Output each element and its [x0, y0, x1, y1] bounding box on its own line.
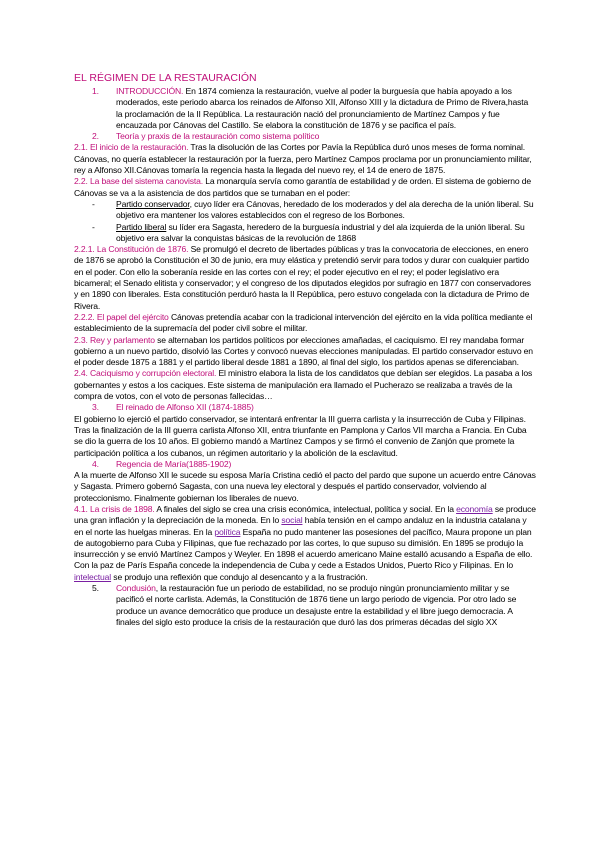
section-heading: El reinado de Alfonso XII (1874-1885) [116, 402, 254, 413]
section-number: 5. [92, 583, 99, 594]
list-item [92, 199, 536, 222]
paragraph-2-4 [74, 368, 536, 402]
paragraph-2-3 [74, 335, 536, 369]
topic-intelectual: intelectual [74, 571, 112, 582]
section-heading: Teoría y praxis de la restauración como sistema político [116, 131, 320, 142]
section-number: 2. [92, 131, 99, 142]
section-heading: INTRODUCCIÓN. [116, 86, 184, 96]
paragraph-text: El ministro elabora la lista de los candidatos que debían ser elegidos. La pasaba a los gobernantes y estos a los caciques. Este sistema de manipulación era llamado el Pucherazo se realizaba a través de la compra de votos, con el voto de personas fallecidas… [74, 368, 533, 402]
paragraph-text: A finales del siglo se crea una crisis económica, intelectual, política y social. En la [154, 503, 457, 514]
paragraph-text: se alternaban los partidos políticos por elecciones amañadas, el caciquismo. El rey mandaba formar gobierno a un nuevo partido, disolvió las Cortes y convocó nuevas elecciones manipuladas. El partido conservador estuvo en el poder desde 1875 a 1881 y el partido liberal desde 1881 a 1890, al final del siglo, los partidos apenas se diferenciaban. [74, 334, 533, 368]
section-number: 3. [92, 402, 99, 413]
list-item-text: su líder era Sagasta, heredero de la burguesía industrial y del ala izquierda de la unión liberal. Su objetivo era salvar la conquistas básicas de la revolución de 1868 [116, 221, 525, 243]
paragraph-2-2-1 [74, 244, 536, 312]
paragraph-heading: 2.2. La base del sistema canovista. [74, 176, 203, 187]
document-title: EL RÉGIMEN DE LA RESTAURACIÓN [74, 72, 257, 84]
section-text: , la restauración fue un periodo de estabilidad, no se produjo ningún pronunciamiento militar y se pacificó el norte carlista. Además, la Constitución de 1876 tiene un largo periodo de vigencia. Por otro lado se produce un avance democrático que produce un desajuste entre la estabilidad y el libre juego democracia. A finales del siglo esto produce la crisis de la restauración que duró las dos primeras décadas del siglo XX [116, 583, 517, 627]
paragraph-text: La monarquía servía como garantía de estabilidad y de orden. El sistema de gobierno de Cánovas se va a la asistencia de dos partidos que se turnaban en el poder: [74, 176, 532, 198]
paragraph-3: El gobierno lo ejerció el partido conservador, se intentará enfrentar la III guerra carlista y la insurrección de Cuba y Filipinas. Tras la finalización de la III guerra carlista Alfonso XII, entra triunfante en Pamplona y Carlos VII marcha a Francia. En Cuba se dio la guerra de los 10 años. El gobierno mandó a Martínez Campos y se firmó el convenio de Zanjón que promete la participación política a los cubanos, un régimen autoritario y la abolición de la esclavitud. [74, 413, 527, 458]
paragraph-text: España no pudo mantener las posesiones del pacífico, Maura propone un plan de autogobierno para Cuba y Filipinas, que fue rechazado por las cortes, lo que supuso su dimisión. En 1895 se produjo la insurrección y se envió Martínez Campos y Weyler. En 1898 el acuerdo americano Maine estalló acusando a España de ello. Con la paz de París España concede la independencia de Cuba y cede a Estados Unidos, Puerto Rico y Filipinas. En lo [74, 526, 533, 571]
section-heading: Regencia de María(1885-1902) [116, 458, 232, 469]
topic-politica: política [214, 526, 241, 537]
paragraph-text: Se promulgó el decreto de libertades públicas y tras la convocatoria de elecciones, en enero de 1876 se aprobó la Constitución el 30 de junio, era muy elástica y pretendió servir para todos y durar con cualquier partido en el poder. Con ello la soberanía reside en las cortes con el rey; el poder ejecutivo en el rey; el poder legislativo era bicameral; el Senado elitista y conservador; y el congreso de los diputados elegidos por sufragio en 1877 con conservadores y en 1890 con liberales. Esta constitución perduró hasta la II República, pero estuvo congelada con la dictadura de Primo de Rivera. [74, 244, 531, 311]
topic-social: social [281, 515, 303, 526]
paragraph-text: Cánovas pretendía acabar con la tradicional intervención del ejército en la vida política mediante el establecimiento de la supremacía del poder civil sobre el militar. [74, 311, 533, 334]
section-4 [92, 459, 536, 470]
paragraph-text: se produce una gran inflación y la depreciación de la moneda. En lo [74, 503, 536, 526]
paragraph-heading: 4.1. La crisis de 1898. [74, 503, 155, 514]
paragraph-4-1 [74, 504, 536, 583]
paragraph-text: se produjo una reflexión que condujo al desencanto y a la frustración. [111, 571, 368, 582]
bullet-dash: - [92, 198, 95, 209]
paragraph-2-2-2 [74, 312, 536, 335]
paragraph-text: Tras la disolución de las Cortes por Pavía la República duró unos meses de forma nominal. Cánovas, no quería establecer la restauración por la fuerza, pero Martínez Campos proclama por un pronunciamiento militar, rey a Alfonso XII.Cánovas tomaría la regencia hasta la llegada del nuevo rey, el 14 de enero de 1875. [74, 142, 532, 176]
section-5 [92, 583, 536, 628]
section-number: 1. [92, 86, 99, 96]
party-name: Partido liberal [116, 221, 167, 232]
list-item [92, 222, 536, 245]
list-item-text: , cuyo líder era Cánovas, heredado de los moderados y del ala derecha de la unión liberal. Su objetivo era mantener los valores establecidos con el regreso de los Borbones. [116, 198, 534, 221]
document-page [74, 72, 536, 628]
section-text: En 1874 comienza la restauración, vuelve al poder la burguesía que había apoyado a los moderados, este periodo abarca los reinados de Alfonso XII, Alfonso XIII y la dictadura de Primo de Rivera,hasta la proclamación de la II República. La restauración nació del pronunciamiento de Martínez Campos y fue encauzada por Cánovas del Castillo. Se elabora la constitución de 1876 y se pacifica el país. [116, 86, 529, 130]
section-heading: Condusión [116, 583, 156, 594]
paragraph-heading: 2.3. Rey y parlamento [74, 334, 155, 345]
topic-economia: economía [456, 503, 493, 514]
paragraph-2-2 [74, 176, 536, 199]
bullet-dash: - [92, 221, 95, 232]
paragraph-heading: 2.2.1. La Constitución de 1876. [74, 244, 189, 255]
paragraph-heading: 2.1. El inicio de la restauración. [74, 142, 189, 153]
paragraph-4: A la muerte de Alfonso XII le sucede su esposa María Cristina cedió el pacto del pardo que supone un acuerdo entre Cánovas y Sagasta. Primero gobernó Sagasta, con una nueva ley electoral y después el partido conservador, volviendo al proteccionismo. Finalmente gobiernan los liberales de nuevo. [74, 470, 536, 503]
paragraph-heading: 2.2.2. El papel del ejército [74, 311, 169, 322]
section-1 [92, 86, 536, 131]
paragraph-text: había tensión en el campo andaluz en la industria catalana y en el norte las huelgas mineras. En la [74, 515, 527, 537]
party-name: Partido conservador [116, 198, 190, 209]
section-2 [92, 131, 536, 142]
paragraph-heading: 2.4. Caciquismo y corrupción electoral. [74, 368, 217, 379]
section-3 [92, 402, 536, 413]
paragraph-2-1 [74, 142, 536, 176]
section-number: 4. [92, 458, 99, 469]
